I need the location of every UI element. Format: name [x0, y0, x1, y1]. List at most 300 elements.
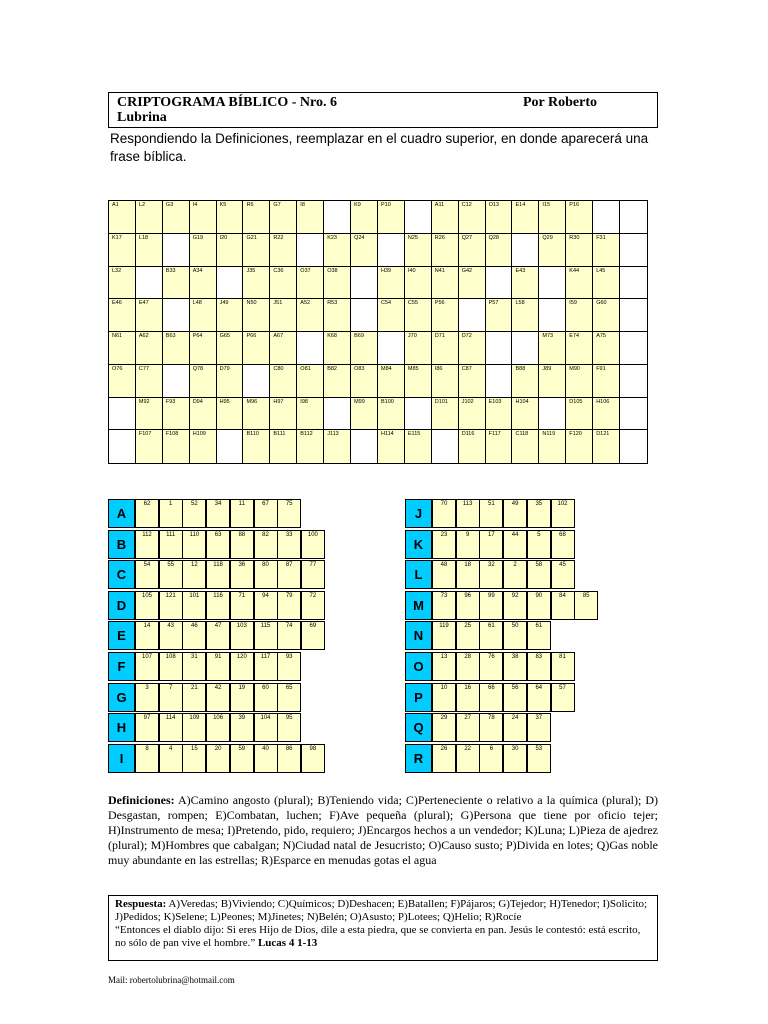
grid-blank-cell: [620, 299, 647, 332]
definitions-text: A)Camino angosto (plural); B)Teniendo vida; C)Perteneciente o relativo a la química (plural); D) Desgastan, rompen; E)Combatan, luchen; F)Ave pequeña (plural); G)Persona que tiene por oficio tejer; H)Instrumento de mesa; I)Pretendo, pido, requiero; J)Encargos hechos a un vendedor; K)Luna; L)Pieza de ajedrez (plural); M)Hombres que cabalgan; N)Ciudad natal de Jesucristo; O)Causo susto; P)Divida en lotes; Q)Gas noble muy abundante en las estrellas; R)Esparce en menudas gotas el agua: [108, 793, 658, 867]
bible-reference: Lucas 4 1-13: [257, 937, 318, 949]
answer-label: Respuesta:: [115, 898, 167, 910]
grid-blank-cell: [243, 365, 270, 398]
grid-cell: F120: [566, 430, 593, 463]
grid-cell: K5: [217, 201, 244, 234]
grid-cell: L2: [136, 201, 163, 234]
answer-cell: 23: [432, 530, 456, 559]
answer-cell: 6: [479, 744, 503, 773]
grid-cell: D101: [432, 398, 459, 431]
answer-cell: 71: [230, 591, 254, 620]
grid-cell: K68: [324, 332, 351, 365]
grid-blank-cell: [324, 398, 351, 431]
grid-cell: D72: [459, 332, 486, 365]
answer-cell: 53: [527, 744, 551, 773]
grid-blank-cell: [405, 201, 432, 234]
answer-cell: 2: [503, 560, 527, 589]
grid-cell: I59: [566, 299, 593, 332]
grid-cell: M85: [405, 365, 432, 398]
answer-cell: 76: [479, 652, 503, 681]
answer-cell: 94: [254, 591, 278, 620]
answer-cell: 121: [159, 591, 183, 620]
grid-cell: P64: [190, 332, 217, 365]
answer-cell: 113: [456, 499, 480, 528]
grid-blank-cell: [459, 299, 486, 332]
grid-cell: A11: [432, 201, 459, 234]
answer-cell: 26: [432, 744, 456, 773]
answer-cell: 9: [456, 530, 480, 559]
answer-cell: 81: [551, 652, 575, 681]
answer-cell: 70: [432, 499, 456, 528]
grid-cell: L58: [512, 299, 539, 332]
answer-cell: 4: [159, 744, 183, 773]
answer-cell: 5: [527, 530, 551, 559]
grid-cell: Q28: [486, 234, 513, 267]
answer-letter: R: [405, 744, 432, 773]
grid-cell: C54: [378, 299, 405, 332]
grid-blank-cell: [620, 267, 647, 300]
grid-cell: N41: [432, 267, 459, 300]
grid-cell: F107: [136, 430, 163, 463]
answer-cell: 82: [254, 530, 278, 559]
grid-blank-cell: [539, 267, 566, 300]
grid-cell: J113: [324, 430, 351, 463]
answer-letter: J: [405, 499, 432, 528]
grid-blank-cell: [432, 430, 459, 463]
answer-cell: 91: [206, 652, 230, 681]
answer-cell: 77: [301, 560, 325, 589]
grid-cell: E74: [566, 332, 593, 365]
grid-cell: O83: [351, 365, 378, 398]
grid-cell: K17: [109, 234, 136, 267]
answer-letter: I: [108, 744, 135, 773]
grid-cell: O37: [297, 267, 324, 300]
grid-cell: E14: [512, 201, 539, 234]
grid-blank-cell: [620, 234, 647, 267]
grid-cell: P66: [243, 332, 270, 365]
grid-blank-cell: [109, 430, 136, 463]
grid-cell: G21: [243, 234, 270, 267]
answer-cell: 120: [230, 652, 254, 681]
grid-blank-cell: [163, 365, 190, 398]
grid-cell: B112: [297, 430, 324, 463]
answer-cell: 52: [182, 499, 206, 528]
answer-cell: 8: [135, 744, 159, 773]
answer-cell: 105: [135, 591, 159, 620]
grid-cell: C87: [459, 365, 486, 398]
answer-cell: 25: [456, 621, 480, 650]
answer-cell: 103: [230, 621, 254, 650]
grid-blank-cell: [620, 430, 647, 463]
grid-cell: O38: [324, 267, 351, 300]
grid-cell: A67: [270, 332, 297, 365]
grid-cell: P16: [566, 201, 593, 234]
grid-cell: G19: [190, 234, 217, 267]
grid-cell: J51: [270, 299, 297, 332]
answer-cell: 114: [159, 713, 183, 742]
answer-cell: 112: [135, 530, 159, 559]
grid-cell: A75: [593, 332, 620, 365]
grid-blank-cell: [297, 234, 324, 267]
answer-cell: 99: [479, 591, 503, 620]
answer-cell: 93: [277, 652, 301, 681]
grid-cell: B111: [270, 430, 297, 463]
grid-cell: M73: [539, 332, 566, 365]
answer-cell: 56: [503, 683, 527, 712]
grid-blank-cell: [620, 365, 647, 398]
answer-letter: N: [405, 621, 432, 650]
answer-cell: 51: [479, 499, 503, 528]
answer-cell: 40: [254, 744, 278, 773]
grid-blank-cell: [109, 398, 136, 431]
answer-cell: 62: [135, 499, 159, 528]
answer-cell: 13: [432, 652, 456, 681]
grid-cell: C55: [405, 299, 432, 332]
answer-letter: D: [108, 591, 135, 620]
grid-cell: H104: [512, 398, 539, 431]
answer-cell: 115: [254, 621, 278, 650]
answer-cell: 32: [479, 560, 503, 589]
grid-cell: B63: [163, 332, 190, 365]
grid-cell: G7: [270, 201, 297, 234]
grid-blank-cell: [217, 267, 244, 300]
answer-cell: 30: [503, 744, 527, 773]
definitions-label: Definiciones:: [108, 793, 175, 807]
title-box: [108, 92, 658, 128]
answer-cell: 67: [254, 499, 278, 528]
answer-letter: F: [108, 652, 135, 681]
grid-cell: F108: [163, 430, 190, 463]
answer-cell: 17: [479, 530, 503, 559]
definitions: [108, 793, 658, 868]
grid-cell: C12: [459, 201, 486, 234]
grid-cell: C80: [270, 365, 297, 398]
answer-cell: 96: [456, 591, 480, 620]
answer-cell: 35: [527, 499, 551, 528]
answer-cell: 50: [503, 621, 527, 650]
answer-letter: O: [405, 652, 432, 681]
grid-cell: F91: [593, 365, 620, 398]
grid-cell: D105: [566, 398, 593, 431]
grid-cell: A34: [190, 267, 217, 300]
grid-cell: I20: [217, 234, 244, 267]
answer-cell: 61: [479, 621, 503, 650]
grid-cell: D79: [217, 365, 244, 398]
grid-cell: D94: [190, 398, 217, 431]
grid-blank-cell: [378, 332, 405, 365]
author-surname: Lubrina: [117, 110, 167, 125]
answer-cell: 20: [206, 744, 230, 773]
grid-cell: G42: [459, 267, 486, 300]
grid-cell: P57: [486, 299, 513, 332]
answer-cell: 31: [182, 652, 206, 681]
grid-cell: R53: [324, 299, 351, 332]
answer-letter: C: [108, 560, 135, 589]
grid-cell: R6: [243, 201, 270, 234]
grid-cell: B69: [351, 332, 378, 365]
answer-cell: 92: [503, 591, 527, 620]
answer-cell: 36: [230, 560, 254, 589]
grid-cell: E103: [486, 398, 513, 431]
answer-cell: 16: [456, 683, 480, 712]
grid-cell: N50: [243, 299, 270, 332]
answer-cell: 55: [159, 560, 183, 589]
grid-cell: C36: [270, 267, 297, 300]
answer-box: [108, 895, 658, 961]
grid-cell: H114: [378, 430, 405, 463]
answer-cell: 102: [551, 499, 575, 528]
answer-cell: 37: [527, 713, 551, 742]
answer-cell: 61: [527, 621, 551, 650]
answer-cell: 95: [277, 713, 301, 742]
answer-cell: 14: [135, 621, 159, 650]
answer-cell: 45: [551, 560, 575, 589]
grid-cell: B110: [243, 430, 270, 463]
grid-cell: K23: [324, 234, 351, 267]
grid-blank-cell: [378, 234, 405, 267]
answer-cell: 12: [182, 560, 206, 589]
answer-cell: 119: [432, 621, 456, 650]
answer-cell: 54: [135, 560, 159, 589]
grid-cell: N25: [405, 234, 432, 267]
grid-cell: L18: [136, 234, 163, 267]
grid-cell: R22: [270, 234, 297, 267]
answer-cell: 83: [527, 652, 551, 681]
grid-cell: I4: [190, 201, 217, 234]
grid-blank-cell: [297, 332, 324, 365]
answer-letter: A: [108, 499, 135, 528]
answer-cell: 27: [456, 713, 480, 742]
answer-letter: L: [405, 560, 432, 589]
grid-cell: C118: [512, 430, 539, 463]
answer-cell: 29: [432, 713, 456, 742]
answer-cell: 116: [206, 591, 230, 620]
answer-cell: 101: [182, 591, 206, 620]
grid-blank-cell: [620, 398, 647, 431]
answer-cell: 48: [432, 560, 456, 589]
grid-cell: A62: [136, 332, 163, 365]
answer-cell: 18: [456, 560, 480, 589]
answer-cell: 79: [277, 591, 301, 620]
answer-cell: 49: [503, 499, 527, 528]
grid-cell: O13: [486, 201, 513, 234]
answer-cell: 80: [254, 560, 278, 589]
grid-blank-cell: [539, 299, 566, 332]
grid-cell: J49: [217, 299, 244, 332]
answer-letter: H: [108, 713, 135, 742]
answer-cell: 22: [456, 744, 480, 773]
answer-cell: 85: [574, 591, 598, 620]
answer-cell: 87: [277, 560, 301, 589]
grid-blank-cell: [620, 201, 647, 234]
answer-cell: 59: [230, 744, 254, 773]
answer-cell: 19: [230, 683, 254, 712]
grid-cell: D116: [459, 430, 486, 463]
grid-blank-cell: [351, 267, 378, 300]
grid-blank-cell: [217, 430, 244, 463]
answer-cell: 1: [159, 499, 183, 528]
instructions: Respondiendo la Definiciones, reemplazar en el cuadro superior, en donde aparecerá una frase bíblica.: [110, 131, 649, 164]
answer-cell: 104: [254, 713, 278, 742]
answer-cell: 108: [159, 652, 183, 681]
answer-cell: 21: [182, 683, 206, 712]
grid-cell: I98: [297, 398, 324, 431]
answer-cell: 107: [135, 652, 159, 681]
grid-blank-cell: [136, 267, 163, 300]
grid-cell: E43: [512, 267, 539, 300]
answer-cell: 74: [277, 621, 301, 650]
answer-cell: 109: [182, 713, 206, 742]
grid-cell: J102: [459, 398, 486, 431]
answer-letter: G: [108, 683, 135, 712]
answer-text: A)Veredas; B)Viviendo; C)Químicos; D)Deshacen; E)Batallen; F)Pájaros; G)Tejedor; H)Tenedor; I)Solicito; J)Pedidos; K)Selene; L)Peones; M)Jinetes; N)Belén; O)Asusto; P)Lotees; Q)Helio; R)Rocíe: [115, 898, 648, 923]
answer-cell: 84: [551, 591, 575, 620]
grid-cell: O81: [297, 365, 324, 398]
answer-cell: 75: [277, 499, 301, 528]
answer-cell: 90: [527, 591, 551, 620]
grid-blank-cell: [324, 201, 351, 234]
grid-cell: M96: [243, 398, 270, 431]
grid-cell: Q27: [459, 234, 486, 267]
answer-cell: 68: [551, 530, 575, 559]
grid-blank-cell: [486, 267, 513, 300]
answer-cell: 106: [206, 713, 230, 742]
answer-letter: Q: [405, 713, 432, 742]
answer-cell: 118: [206, 560, 230, 589]
grid-cell: G3: [163, 201, 190, 234]
grid-cell: A52: [297, 299, 324, 332]
grid-cell: L45: [593, 267, 620, 300]
answer-cell: 57: [551, 683, 575, 712]
grid-blank-cell: [163, 234, 190, 267]
grid-cell: P10: [378, 201, 405, 234]
grid-blank-cell: [486, 332, 513, 365]
grid-cell: R30: [566, 234, 593, 267]
grid-blank-cell: [163, 299, 190, 332]
answer-cell: 42: [206, 683, 230, 712]
grid-cell: I40: [405, 267, 432, 300]
grid-cell: H95: [217, 398, 244, 431]
grid-cell: I15: [539, 201, 566, 234]
grid-cell: E115: [405, 430, 432, 463]
answer-cell: 10: [432, 683, 456, 712]
answer-cell: 38: [503, 652, 527, 681]
grid-cell: I86: [432, 365, 459, 398]
grid-blank-cell: [620, 332, 647, 365]
grid-cell: F117: [486, 430, 513, 463]
grid-cell: M84: [378, 365, 405, 398]
bible-quote: “Entonces el diablo dijo: Si eres Hijo de Dios, dile a esta piedra, que se convierta en pan. Jesús le contestó: está escrito, no sólo de pan vive el hombre.”: [115, 924, 641, 949]
grid-cell: Q29: [539, 234, 566, 267]
grid-blank-cell: [351, 430, 378, 463]
grid-cell: P56: [432, 299, 459, 332]
contact-email: Mail: robertolubrina@hotmail.com: [108, 975, 235, 985]
grid-cell: J35: [243, 267, 270, 300]
answer-cell: 44: [503, 530, 527, 559]
grid-cell: F93: [163, 398, 190, 431]
answer-letter: B: [108, 530, 135, 559]
grid-cell: H97: [270, 398, 297, 431]
grid-cell: L32: [109, 267, 136, 300]
answer-cell: 66: [479, 683, 503, 712]
answer-cell: 88: [230, 530, 254, 559]
answer-cell: 33: [277, 530, 301, 559]
grid-cell: B88: [512, 365, 539, 398]
grid-blank-cell: [539, 398, 566, 431]
answer-cell: 78: [479, 713, 503, 742]
answer-letter: M: [405, 591, 432, 620]
grid-cell: L48: [190, 299, 217, 332]
grid-blank-cell: [512, 234, 539, 267]
grid-cell: H106: [593, 398, 620, 431]
grid-cell: N119: [539, 430, 566, 463]
answer-cell: 117: [254, 652, 278, 681]
answer-cell: 47: [206, 621, 230, 650]
grid-cell: E47: [136, 299, 163, 332]
answer-cell: 100: [301, 530, 325, 559]
answer-letter: P: [405, 683, 432, 712]
puzzle-title: CRIPTOGRAMA BÍBLICO - Nro. 6: [117, 95, 338, 110]
answer-cell: 69: [301, 621, 325, 650]
grid-blank-cell: [486, 365, 513, 398]
grid-cell: Q78: [190, 365, 217, 398]
grid-cell: J70: [405, 332, 432, 365]
grid-cell: M90: [566, 365, 593, 398]
answer-cell: 72: [301, 591, 325, 620]
answer-cell: 24: [503, 713, 527, 742]
grid-blank-cell: [405, 398, 432, 431]
answer-letter: E: [108, 621, 135, 650]
grid-cell: D71: [432, 332, 459, 365]
answer-cell: 15: [182, 744, 206, 773]
grid-cell: H39: [378, 267, 405, 300]
grid-cell: K44: [566, 267, 593, 300]
grid-cell: O76: [109, 365, 136, 398]
grid-cell: G65: [217, 332, 244, 365]
answer-cell: 64: [527, 683, 551, 712]
grid-cell: Q24: [351, 234, 378, 267]
answer-cell: 39: [230, 713, 254, 742]
grid-cell: B100: [378, 398, 405, 431]
grid-blank-cell: [512, 332, 539, 365]
grid-cell: E46: [109, 299, 136, 332]
grid-cell: K9: [351, 201, 378, 234]
answer-cell: 60: [254, 683, 278, 712]
grid-cell: R26: [432, 234, 459, 267]
grid-cell: N61: [109, 332, 136, 365]
answer-cell: 65: [277, 683, 301, 712]
answer-cell: 111: [159, 530, 183, 559]
answer-cell: 43: [159, 621, 183, 650]
answer-cell: 86: [277, 744, 301, 773]
grid-blank-cell: [351, 299, 378, 332]
grid-cell: B82: [324, 365, 351, 398]
answer-cell: 110: [182, 530, 206, 559]
author-label: Por Roberto: [523, 95, 597, 110]
grid-cell: B33: [163, 267, 190, 300]
answer-cell: 28: [456, 652, 480, 681]
answer-cell: 63: [206, 530, 230, 559]
grid-cell: D121: [593, 430, 620, 463]
grid-cell: A1: [109, 201, 136, 234]
answer-cell: 98: [301, 744, 325, 773]
answer-cell: 46: [182, 621, 206, 650]
grid-cell: M92: [136, 398, 163, 431]
grid-cell: F31: [593, 234, 620, 267]
grid-cell: J89: [539, 365, 566, 398]
answer-cell: 73: [432, 591, 456, 620]
answer-cell: 3: [135, 683, 159, 712]
